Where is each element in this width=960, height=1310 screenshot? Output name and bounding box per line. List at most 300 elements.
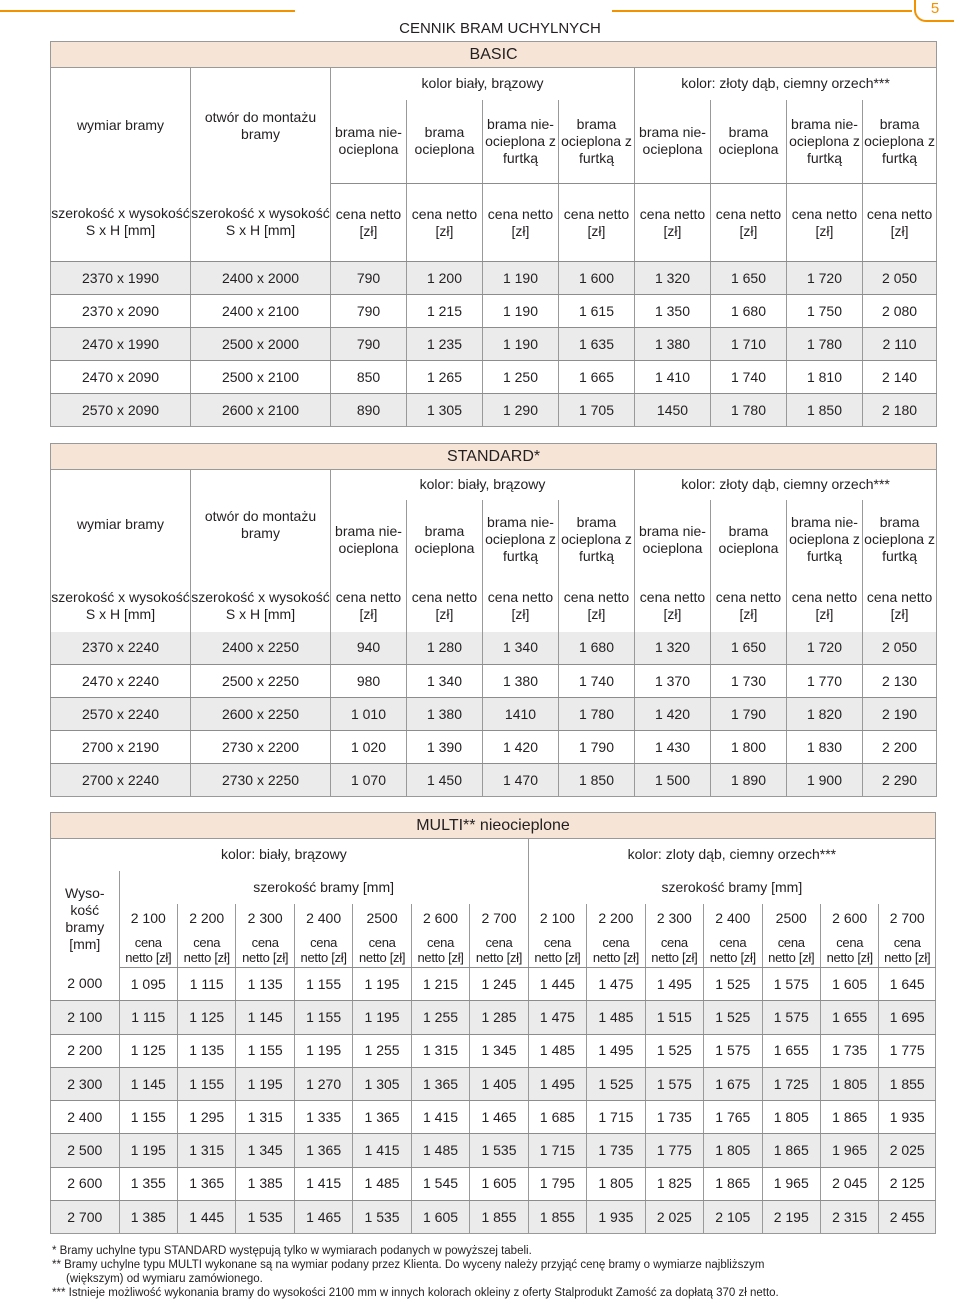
price-cell: 1 495 (528, 1067, 586, 1100)
gate-type-header: brama ocieplona z furtką (863, 100, 937, 184)
price-cell: 2 025 (879, 1134, 936, 1167)
unit-price: cena netto [zł] (635, 580, 711, 632)
price-cell: 1 740 (711, 361, 787, 394)
price-cell: 1 850 (787, 394, 863, 427)
color-group-right: kolor: złoty dąb, ciemny orzech*** (635, 68, 937, 100)
table-row (51, 1201, 936, 1234)
price-cell: 1 115 (177, 968, 235, 1001)
price-cell: 1 290 (483, 394, 559, 427)
price-cell: 1 365 (411, 1067, 469, 1100)
gate-type-header: brama nie- ocieplona (635, 500, 711, 580)
price-cell: 1 665 (559, 361, 635, 394)
price-cell: 1 850 (559, 764, 635, 797)
price-cell: 2 195 (762, 1201, 820, 1234)
unit-size: szerokość x wysokość S x H [mm] (191, 184, 331, 262)
unit-price: cena netto [zł] (587, 934, 645, 968)
price-cell: 1 420 (635, 698, 711, 731)
price-cell: 1 655 (762, 1034, 820, 1067)
price-cell: 790 (331, 328, 407, 361)
price-cell: 2 180 (863, 394, 937, 427)
width-header: 2 100 (528, 904, 586, 934)
price-cell: 1 380 (483, 665, 559, 698)
unit-price: cena netto [zł] (704, 934, 762, 968)
gate-type-header: brama ocieplona (711, 100, 787, 184)
price-cell: 1 195 (294, 1034, 352, 1067)
width-header: 2 300 (236, 904, 294, 934)
size-cell: 2370 x 2240 (51, 632, 191, 665)
table-row (51, 764, 937, 797)
unit-price: cena netto [zł] (645, 934, 703, 968)
gate-type-header: brama ocieplona z furtką (559, 500, 635, 580)
header-decor-line (612, 10, 912, 12)
unit-price: cena netto [zł] (177, 934, 235, 968)
price-cell: 1 095 (119, 968, 177, 1001)
price-cell: 1 805 (587, 1167, 645, 1200)
table-row (51, 1067, 936, 1100)
price-cell: 1 155 (177, 1067, 235, 1100)
price-cell: 1 215 (407, 295, 483, 328)
price-cell: 1 720 (787, 262, 863, 295)
price-cell: 1 475 (528, 1001, 586, 1034)
unit-price: cena netto [zł] (559, 184, 635, 262)
price-cell: 1 855 (470, 1201, 528, 1234)
price-cell: 1 890 (711, 764, 787, 797)
price-cell: 1 380 (635, 328, 711, 361)
price-cell: 1 255 (411, 1001, 469, 1034)
col-header-opening: otwór do montażu bramy (191, 68, 331, 184)
col-header-height: Wyso- kość bramy [mm] (51, 871, 120, 968)
height-cell: 2 000 (51, 968, 120, 1001)
gate-type-header: brama nie- ocieplona (331, 500, 407, 580)
price-cell: 2 025 (645, 1201, 703, 1234)
price-cell: 1 245 (470, 968, 528, 1001)
table-row (51, 1134, 936, 1167)
price-cell: 1 345 (470, 1034, 528, 1067)
price-cell: 1 750 (787, 295, 863, 328)
price-cell: 1 780 (787, 328, 863, 361)
price-cell: 1 365 (177, 1167, 235, 1200)
price-cell: 1 445 (177, 1201, 235, 1234)
table-row (51, 665, 937, 698)
price-cell: 1 765 (704, 1101, 762, 1134)
opening-cell: 2730 x 2200 (191, 731, 331, 764)
price-cell: 1 135 (177, 1034, 235, 1067)
price-cell: 1 715 (587, 1101, 645, 1134)
price-cell: 1 680 (559, 632, 635, 665)
price-cell: 1 385 (236, 1167, 294, 1200)
price-cell: 1 865 (704, 1167, 762, 1200)
height-cell: 2 400 (51, 1101, 120, 1134)
price-cell: 1 800 (711, 731, 787, 764)
price-cell: 1 935 (587, 1201, 645, 1234)
price-cell: 1 415 (353, 1134, 411, 1167)
price-cell: 1 635 (559, 328, 635, 361)
price-cell: 2 050 (863, 632, 937, 665)
price-cell: 1 965 (820, 1134, 878, 1167)
price-cell: 1 735 (820, 1034, 878, 1067)
basic-price-table (50, 41, 937, 427)
col-header-size: wymiar bramy (51, 68, 191, 184)
price-cell: 1 545 (411, 1167, 469, 1200)
unit-price: cena netto [zł] (407, 580, 483, 632)
gate-type-header: brama nie- ocieplona (635, 100, 711, 184)
price-cell: 1 465 (470, 1101, 528, 1134)
price-cell: 850 (331, 361, 407, 394)
price-cell: 1 270 (294, 1067, 352, 1100)
price-cell: 1 135 (236, 968, 294, 1001)
unit-price: cena netto [zł] (762, 934, 820, 968)
unit-price: cena netto [zł] (294, 934, 352, 968)
price-cell: 1 780 (711, 394, 787, 427)
unit-price: cena netto [zł] (236, 934, 294, 968)
price-cell: 1 650 (711, 262, 787, 295)
price-cell: 890 (331, 394, 407, 427)
table-row (51, 295, 937, 328)
size-cell: 2470 x 2240 (51, 665, 191, 698)
price-cell: 1 740 (559, 665, 635, 698)
gate-type-header: brama nie- ocieplona z furtką (787, 100, 863, 184)
price-cell: 1 605 (820, 968, 878, 1001)
price-cell: 1 535 (353, 1201, 411, 1234)
price-cell: 1 430 (635, 731, 711, 764)
width-header: 2 400 (704, 904, 762, 934)
price-cell: 1 215 (411, 968, 469, 1001)
unit-price: cena netto [zł] (528, 934, 586, 968)
width-label-right: szerokość bramy [mm] (528, 871, 935, 904)
unit-price: cena netto [zł] (879, 934, 936, 968)
price-cell: 1 525 (704, 1001, 762, 1034)
price-cell: 2 050 (863, 262, 937, 295)
price-cell: 2 080 (863, 295, 937, 328)
price-cell: 1 655 (820, 1001, 878, 1034)
footnote: ** Bramy uchylne typu MULTI wykonane są na wymiar podany przez Klienta. Do wyceny należy przyjąć cenę bramy o wymiarze najbliższym (52, 1259, 765, 1271)
price-cell: 1 575 (762, 1001, 820, 1034)
price-cell: 1 315 (411, 1034, 469, 1067)
page-number: 5 (914, 0, 954, 22)
unit-price: cena netto [zł] (353, 934, 411, 968)
width-header: 2 600 (820, 904, 878, 934)
unit-size: szerokość x wysokość S x H [mm] (191, 580, 331, 632)
price-cell: 1 820 (787, 698, 863, 731)
price-cell: 2 290 (863, 764, 937, 797)
price-cell: 2 125 (879, 1167, 936, 1200)
width-header: 2 200 (177, 904, 235, 934)
price-cell: 1 705 (559, 394, 635, 427)
price-cell: 1 265 (407, 361, 483, 394)
unit-price: cena netto [zł] (483, 580, 559, 632)
price-cell: 1 415 (411, 1101, 469, 1134)
price-cell: 1 600 (559, 262, 635, 295)
price-cell: 2 140 (863, 361, 937, 394)
color-group-left: kolor biały, brązowy (331, 68, 635, 100)
height-cell: 2 700 (51, 1201, 120, 1234)
price-cell: 1 535 (470, 1134, 528, 1167)
price-cell: 1 735 (587, 1134, 645, 1167)
price-cell: 1 385 (119, 1201, 177, 1234)
price-cell: 1 535 (236, 1201, 294, 1234)
price-cell: 1 695 (879, 1001, 936, 1034)
size-cell: 2570 x 2090 (51, 394, 191, 427)
price-cell: 1 445 (528, 968, 586, 1001)
price-cell: 1 405 (470, 1067, 528, 1100)
price-cell: 1 865 (820, 1101, 878, 1134)
price-cell: 1 855 (528, 1201, 586, 1234)
multi-price-table (50, 812, 936, 1234)
price-cell: 1 735 (645, 1101, 703, 1134)
unit-price: cena netto [zł] (711, 580, 787, 632)
unit-size: szerokość x wysokość S x H [mm] (51, 184, 191, 262)
footnote: (większym) od wymiaru zamówionego. (66, 1273, 263, 1285)
price-cell: 1 500 (635, 764, 711, 797)
gate-type-header: brama ocieplona z furtką (863, 500, 937, 580)
price-cell: 1450 (635, 394, 711, 427)
price-cell: 1 335 (294, 1101, 352, 1134)
price-cell: 1 485 (587, 1001, 645, 1034)
price-cell: 1 415 (294, 1167, 352, 1200)
width-header: 2 600 (411, 904, 469, 934)
price-cell: 1 410 (635, 361, 711, 394)
price-cell: 1 195 (236, 1067, 294, 1100)
price-cell: 1 195 (119, 1134, 177, 1167)
price-cell: 1 390 (407, 731, 483, 764)
height-cell: 2 300 (51, 1067, 120, 1100)
price-cell: 1 115 (119, 1001, 177, 1034)
col-header-opening: otwór do montażu bramy (191, 470, 331, 580)
unit-price: cena netto [zł] (559, 580, 635, 632)
price-cell: 1 795 (528, 1167, 586, 1200)
unit-price: cena netto [zł] (470, 934, 528, 968)
price-cell: 1 935 (879, 1101, 936, 1134)
size-cell: 2470 x 2090 (51, 361, 191, 394)
col-header-size: wymiar bramy (51, 470, 191, 580)
price-cell: 1 485 (353, 1167, 411, 1200)
price-cell: 1 320 (635, 262, 711, 295)
price-cell: 1 420 (483, 731, 559, 764)
gate-type-header: brama ocieplona (407, 500, 483, 580)
color-group-left-label: kolor: biały, brązowy (221, 846, 347, 863)
height-cell: 2 200 (51, 1034, 120, 1067)
price-cell: 2 105 (704, 1201, 762, 1234)
price-cell: 1 680 (711, 295, 787, 328)
footnote: *** Istnieje możliwość wykonania bramy do wysokości 2100 mm w innych kolorach okleiny z oferty Stalprodukt Zamość za dopłatą 370 zł netto. (52, 1287, 779, 1299)
price-cell: 1 650 (711, 632, 787, 665)
table-row (51, 698, 937, 731)
price-cell: 1 780 (559, 698, 635, 731)
unit-price: cena netto [zł] (331, 580, 407, 632)
price-cell: 1 190 (483, 262, 559, 295)
unit-price: cena netto [zł] (863, 580, 937, 632)
gate-type-header: brama nie- ocieplona z furtką (787, 500, 863, 580)
price-cell: 1 195 (353, 968, 411, 1001)
height-cell: 2 600 (51, 1167, 120, 1200)
width-label-left: szerokość bramy [mm] (119, 871, 528, 904)
price-cell: 1 450 (407, 764, 483, 797)
price-cell: 1 345 (236, 1134, 294, 1167)
price-cell: 1 365 (294, 1134, 352, 1167)
price-cell: 790 (331, 295, 407, 328)
price-cell: 1 235 (407, 328, 483, 361)
price-cell: 1 790 (559, 731, 635, 764)
price-cell: 1 725 (762, 1067, 820, 1100)
gate-type-header: brama ocieplona z furtką (559, 100, 635, 184)
color-group-left (51, 839, 529, 871)
header-decor-line (0, 10, 295, 12)
price-cell: 1 155 (294, 1001, 352, 1034)
price-cell: 1 775 (645, 1134, 703, 1167)
price-cell: 1 475 (587, 968, 645, 1001)
table-row (51, 394, 937, 427)
price-cell: 1 770 (787, 665, 863, 698)
price-cell: 1 810 (787, 361, 863, 394)
price-cell: 1 280 (407, 632, 483, 665)
price-cell: 1 685 (528, 1101, 586, 1134)
price-cell: 790 (331, 262, 407, 295)
price-cell: 1 605 (411, 1201, 469, 1234)
price-cell: 1 350 (635, 295, 711, 328)
color-group-right: kolor: zloty dąb, ciemny orzech*** (528, 839, 935, 871)
price-cell: 1 285 (470, 1001, 528, 1034)
footnotes (52, 1244, 942, 1300)
price-cell: 1 715 (528, 1134, 586, 1167)
price-cell: 1 340 (407, 665, 483, 698)
price-cell: 1 465 (294, 1201, 352, 1234)
unit-price: cena netto [zł] (411, 934, 469, 968)
price-cell: 1 575 (704, 1034, 762, 1067)
width-header: 2 700 (470, 904, 528, 934)
price-cell: 1 370 (635, 665, 711, 698)
price-cell: 1 010 (331, 698, 407, 731)
size-cell: 2470 x 1990 (51, 328, 191, 361)
opening-cell: 2500 x 2000 (191, 328, 331, 361)
price-cell: 1 125 (177, 1001, 235, 1034)
width-header: 2500 (353, 904, 411, 934)
standard-price-table (50, 443, 937, 797)
price-cell: 1 145 (119, 1067, 177, 1100)
opening-cell: 2600 x 2100 (191, 394, 331, 427)
opening-cell: 2600 x 2250 (191, 698, 331, 731)
size-cell: 2370 x 1990 (51, 262, 191, 295)
price-cell: 1 305 (407, 394, 483, 427)
opening-cell: 2400 x 2250 (191, 632, 331, 665)
table-row (51, 1101, 936, 1134)
price-cell: 1 720 (787, 632, 863, 665)
price-cell: 1 900 (787, 764, 863, 797)
table-row (51, 1001, 936, 1034)
unit-size: szerokość x wysokość S x H [mm] (51, 580, 191, 632)
gate-type-header: brama nie- ocieplona (331, 100, 407, 184)
price-cell: 1 155 (236, 1034, 294, 1067)
price-cell: 1 295 (177, 1101, 235, 1134)
opening-cell: 2500 x 2100 (191, 361, 331, 394)
gate-type-header: brama ocieplona (407, 100, 483, 184)
price-cell: 1 365 (353, 1101, 411, 1134)
price-cell: 1 645 (879, 968, 936, 1001)
price-cell: 1 125 (119, 1034, 177, 1067)
price-cell: 2 315 (820, 1201, 878, 1234)
height-cell: 2 100 (51, 1001, 120, 1034)
price-cell: 1 515 (645, 1001, 703, 1034)
price-cell: 2 045 (820, 1167, 878, 1200)
color-group-right: kolor: złoty dąb, ciemny orzech*** (635, 470, 937, 500)
table-row (51, 361, 937, 394)
price-cell: 1 965 (762, 1167, 820, 1200)
table-row (51, 632, 937, 665)
price-cell: 2 200 (863, 731, 937, 764)
price-cell: 1 485 (528, 1034, 586, 1067)
price-cell: 1 200 (407, 262, 483, 295)
color-group-left: kolor: biały, brązowy (331, 470, 635, 500)
price-cell: 1 525 (587, 1067, 645, 1100)
price-cell: 1 730 (711, 665, 787, 698)
table-row (51, 1034, 936, 1067)
price-cell: 1 605 (470, 1167, 528, 1200)
price-cell: 2 190 (863, 698, 937, 731)
section-title-multi: MULTI** nieocieplone (51, 813, 936, 839)
price-cell: 1 255 (353, 1034, 411, 1067)
price-cell: 1 190 (483, 295, 559, 328)
price-cell: 1 790 (711, 698, 787, 731)
price-cell: 1 470 (483, 764, 559, 797)
unit-price: cena netto [zł] (787, 184, 863, 262)
price-cell: 1 340 (483, 632, 559, 665)
unit-price: cena netto [zł] (483, 184, 559, 262)
price-cell: 1 485 (411, 1134, 469, 1167)
size-cell: 2700 x 2240 (51, 764, 191, 797)
gate-type-header: brama nie- ocieplona z furtką (483, 500, 559, 580)
opening-cell: 2400 x 2000 (191, 262, 331, 295)
unit-price: cena netto [zł] (711, 184, 787, 262)
unit-price: cena netto [zł] (787, 580, 863, 632)
price-cell: 1 805 (762, 1101, 820, 1134)
price-cell: 1 775 (879, 1034, 936, 1067)
width-header: 2 400 (294, 904, 352, 934)
price-cell: 1 155 (294, 968, 352, 1001)
price-cell: 1 155 (119, 1101, 177, 1134)
price-cell: 1 495 (587, 1034, 645, 1067)
unit-price: cena netto [zł] (331, 184, 407, 262)
price-cell: 1 020 (331, 731, 407, 764)
opening-cell: 2500 x 2250 (191, 665, 331, 698)
unit-price: cena netto [zł] (407, 184, 483, 262)
opening-cell: 2730 x 2250 (191, 764, 331, 797)
price-cell: 1 525 (645, 1034, 703, 1067)
price-cell: 1 525 (704, 968, 762, 1001)
table-row (51, 262, 937, 295)
unit-price: cena netto [zł] (119, 934, 177, 968)
price-cell: 1 575 (762, 968, 820, 1001)
price-cell: 1 190 (483, 328, 559, 361)
price-cell: 1 380 (407, 698, 483, 731)
unit-price: cena netto [zł] (863, 184, 937, 262)
size-cell: 2700 x 2190 (51, 731, 191, 764)
price-cell: 940 (331, 632, 407, 665)
price-cell: 1 710 (711, 328, 787, 361)
price-cell: 1 805 (820, 1067, 878, 1100)
width-header: 2 100 (119, 904, 177, 934)
price-cell: 1 575 (645, 1067, 703, 1100)
price-cell: 1 805 (704, 1134, 762, 1167)
price-cell: 1 070 (331, 764, 407, 797)
size-cell: 2370 x 2090 (51, 295, 191, 328)
width-header: 2 200 (587, 904, 645, 934)
price-cell: 1 315 (177, 1134, 235, 1167)
price-cell: 1 305 (353, 1067, 411, 1100)
price-cell: 1 825 (645, 1167, 703, 1200)
section-title-basic: BASIC (51, 42, 937, 68)
width-header: 2 700 (879, 904, 936, 934)
document-title: CENNIK BRAM UCHYLNYCH (399, 20, 601, 37)
height-cell: 2 500 (51, 1134, 120, 1167)
